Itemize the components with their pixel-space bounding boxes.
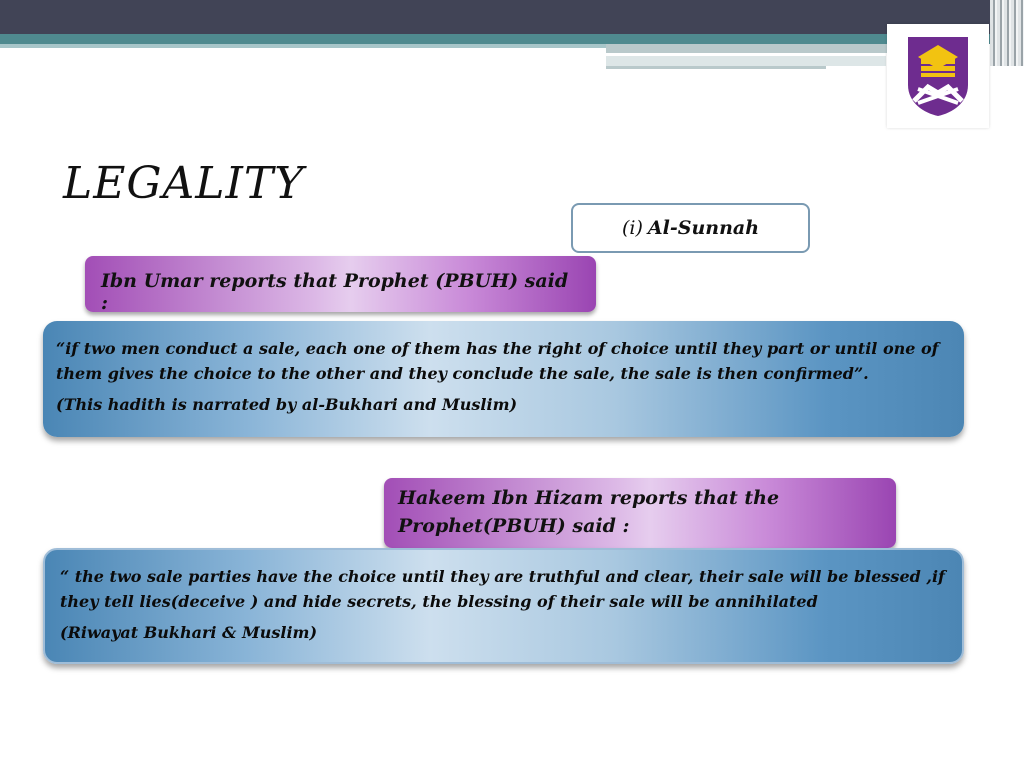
subtitle-main: Al-Sunnah	[647, 217, 760, 239]
hadith1-quote: “if two men conduct a sale, each one of them has the right of choice until they part or until one of them gives the choice to the other and they conclude the sale, the sale is then confirmed”.	[56, 339, 939, 383]
al-sunnah-label-box	[571, 203, 810, 253]
vertical-stripes-decoration	[990, 0, 1024, 66]
hadith2-source: (Riwayat Bukhari & Muslim)	[60, 623, 318, 642]
slide-title: LEGALITY	[63, 158, 305, 209]
hadith1-header: Ibn Umar reports that Prophet (PBUH) said :	[85, 256, 596, 312]
hadith2-quote: “ the two sale parties have the choice until they are truthful and clear, their sale will be blessed ,if they tell lies(deceive ) and hide secrets, the blessing of their sale will be annihilated	[60, 567, 945, 611]
thin-grey-stripe	[606, 66, 826, 69]
light-grey-stripe	[606, 56, 886, 66]
hadith1-panel	[43, 321, 964, 437]
hadith2-panel	[43, 548, 964, 664]
hadith2-header: Hakeem Ibn Hizam reports that the Prophet(PBUH) said :	[384, 478, 896, 548]
subtitle-prefix: (i)	[621, 217, 643, 239]
hadith1-source: (This hadith is narrated by al-Bukhari and Muslim)	[56, 395, 518, 414]
top-dark-bar	[0, 0, 1024, 34]
university-crest-icon	[904, 35, 972, 117]
logo-box	[887, 24, 989, 128]
grey-stripe	[606, 44, 906, 53]
teal-stripe	[0, 34, 1000, 44]
light-teal-stripe	[0, 44, 606, 48]
